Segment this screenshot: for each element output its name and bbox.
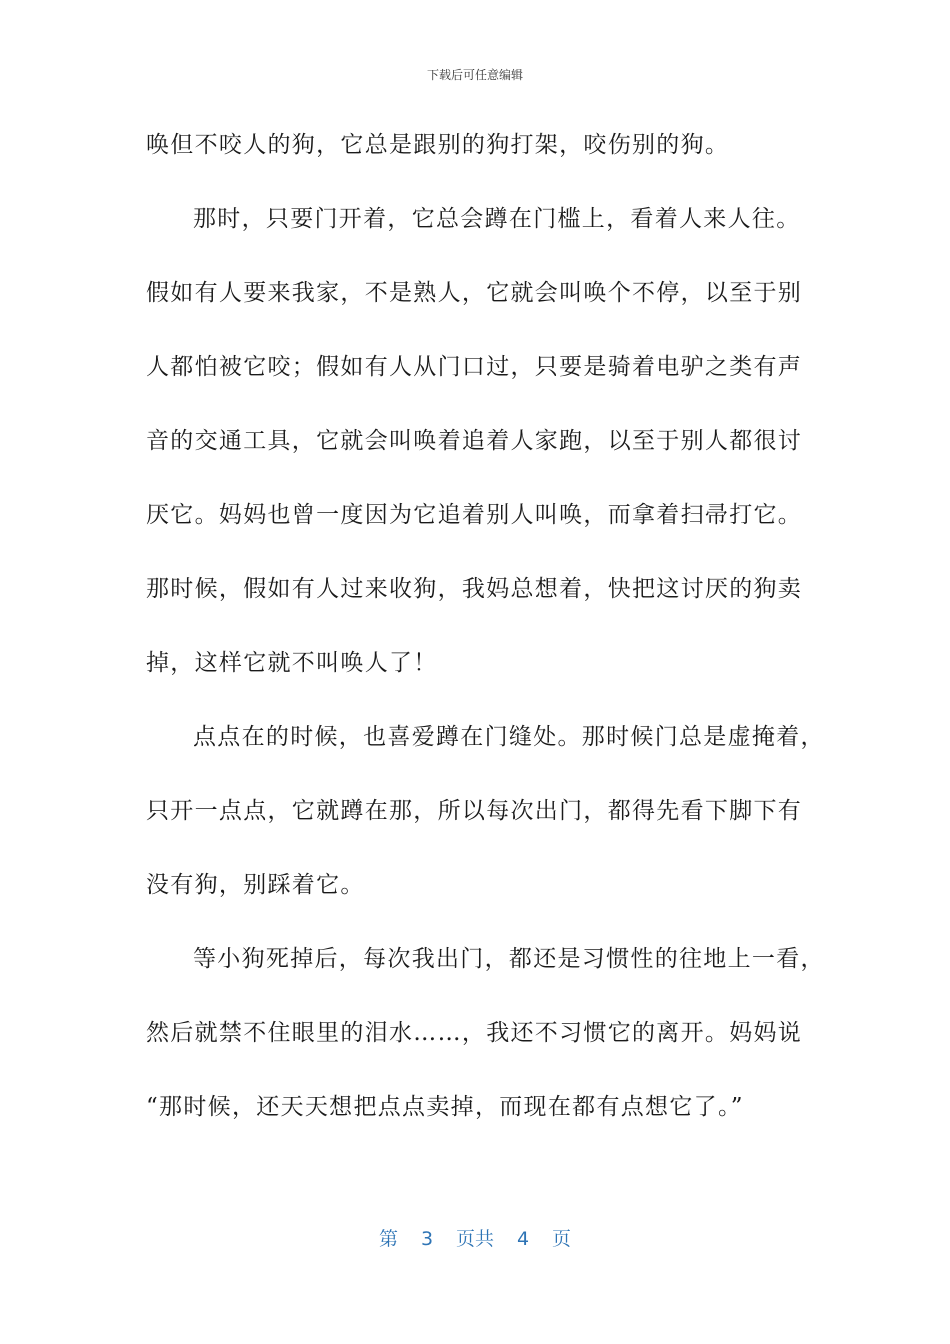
- footer-prefix: 第: [378, 1228, 398, 1250]
- text-line: 假如有人要来我家，不是熟人，它就会叫唤个不停，以至于别: [146, 280, 803, 306]
- text-line: 只开一点点，它就蹲在那，所以每次出门，都得先看下脚下有: [146, 798, 803, 824]
- header-note: 下载后可任意编辑: [426, 68, 523, 82]
- text-line: 然后就禁不住眼里的泪水……，我还不习惯它的离开。妈妈说: [146, 1020, 803, 1046]
- text-line: “那时候，还天天想把点点卖掉，而现在都有点想它了。”: [146, 1094, 744, 1120]
- text-line: 厌它。妈妈也曾一度因为它追着别人叫唤，而拿着扫帚打它。: [146, 502, 803, 528]
- paragraph-start-line: 点点在的时候，也喜爱蹲在门缝处。那时候门总是虚掩着，: [193, 724, 825, 750]
- footer-middle: 页共: [455, 1228, 494, 1250]
- text-line: 唤但不咬人的狗，它总是跟别的狗打架，咬伤别的狗。: [146, 132, 730, 158]
- text-line: 那时候，假如有人过来收狗，我妈总想着，快把这讨厌的狗卖: [146, 576, 803, 602]
- page-footer: [0, 1224, 950, 1251]
- text-line: 掉，这样它就不叫唤人了！: [146, 650, 438, 676]
- paragraph-start-line: 那时，只要门开着，它总会蹲在门槛上，看着人来人往。: [193, 206, 801, 232]
- paragraph-start-line: 等小狗死掉后，每次我出门，都还是习惯性的往地上一看，: [193, 946, 825, 972]
- total-pages-number: 4: [516, 1228, 530, 1250]
- footer-suffix: 页: [552, 1228, 572, 1250]
- text-line: 音的交通工具，它就会叫唤着追着人家跑，以至于别人都很讨: [146, 428, 803, 454]
- text-line: 人都怕被它咬；假如有人从门口过，只要是骑着电驴之类有声: [146, 354, 803, 380]
- document-body: [146, 124, 825, 1160]
- text-line: 没有狗，别踩着它。: [146, 872, 365, 898]
- current-page-number: 3: [420, 1228, 434, 1250]
